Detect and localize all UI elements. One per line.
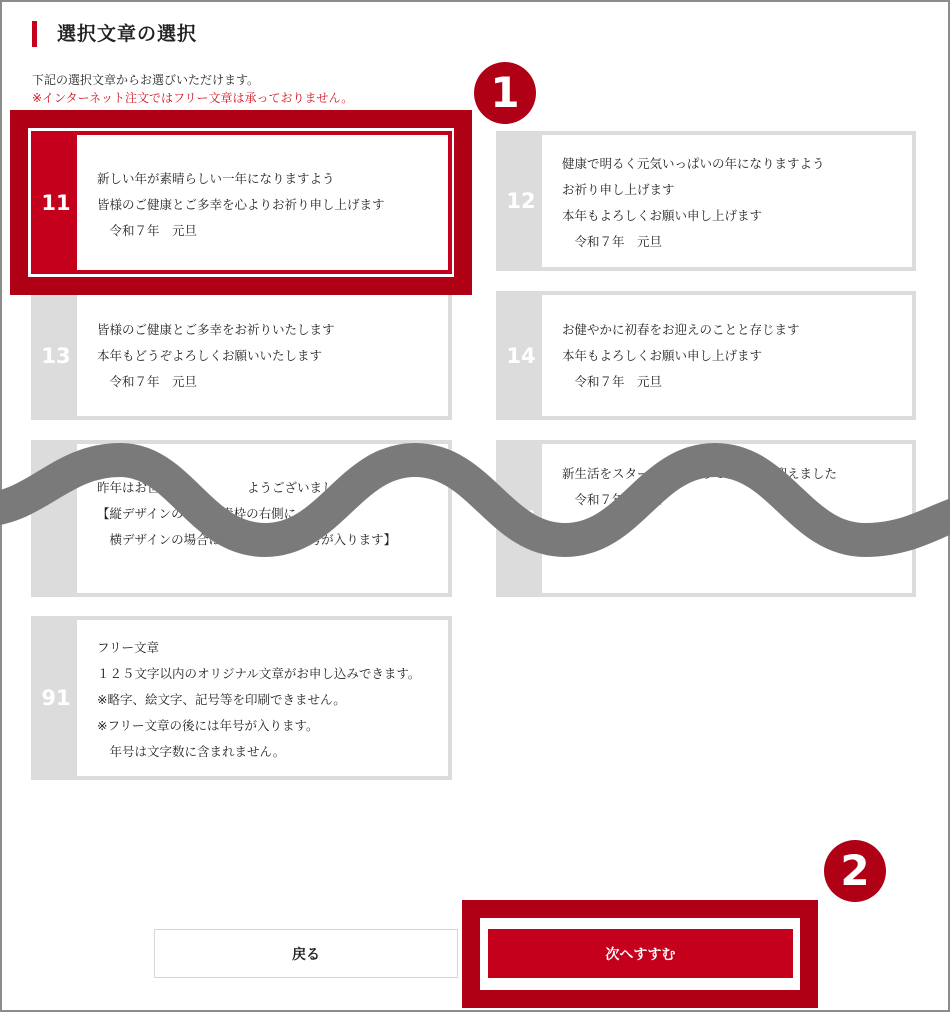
message-card-12[interactable] [496,131,916,271]
card-message: お健やかに初春をお迎えのことと存じます 本年もよろしくお願い申し上げます 令和７年 元旦 [562,322,800,389]
intro-description: 下記の選択文章からお選びいただけます。 [32,73,260,87]
message-card-16[interactable] [496,440,916,597]
card-number [35,444,77,593]
page-title: 選択文章の選択 [57,23,198,45]
card-message: 健康で明るく元気いっぱいの年になりますよう お祈り申し上げます 本年もよろしくお願い申し上げます 令和７年 元旦 [562,156,825,249]
card-number: 91 [35,620,77,776]
message-card-13[interactable] [31,291,452,420]
step-marker-2: 2 [824,840,886,902]
message-card-15[interactable] [31,440,452,597]
card-number: 14 [500,295,542,416]
free-text-notice: ※インターネット注文ではフリー文章は承っておりません。 [32,91,354,105]
card-number: 16 [500,444,542,593]
card-number: 13 [35,295,77,416]
intro-text [32,71,353,107]
message-card-14[interactable] [496,291,916,420]
next-button[interactable]: 次へすすむ [488,929,793,978]
card-number: 11 [35,135,77,270]
message-card-91[interactable] [31,616,452,780]
title-accent-bar [32,21,37,47]
card-message: 新生活をスタートして初めてお正月を迎えました 令和７年 元旦 [562,466,838,507]
step-marker-1: 1 [474,62,536,124]
card-message: フリー文章 １２５文字以内のオリジナル文章がお申し込みできます。 ※略字、絵文字、記号等を印刷できません。 ※フリー文章の後には年号が入ります。 年号は文字数に含まれません。 [97,640,421,759]
message-card-11[interactable] [31,131,452,274]
card-message: 昨年はお世話 ようございました 【縦デザインの場合は青枠の右側に 横デザインの場合は青枠の上側に年号が入ります】 [97,480,397,547]
card-number: 12 [500,135,542,267]
card-message: 新しい年が素晴らしい一年になりますよう 皆様のご健康とご多幸を心よりお祈り申し上げます 令和７年 元旦 [97,171,385,238]
card-message: 皆様のご健康とご多幸をお祈りいたします 本年もどうぞよろしくお願いいたします 令和７年 元旦 [97,322,335,389]
back-button[interactable]: 戻る [154,929,458,978]
